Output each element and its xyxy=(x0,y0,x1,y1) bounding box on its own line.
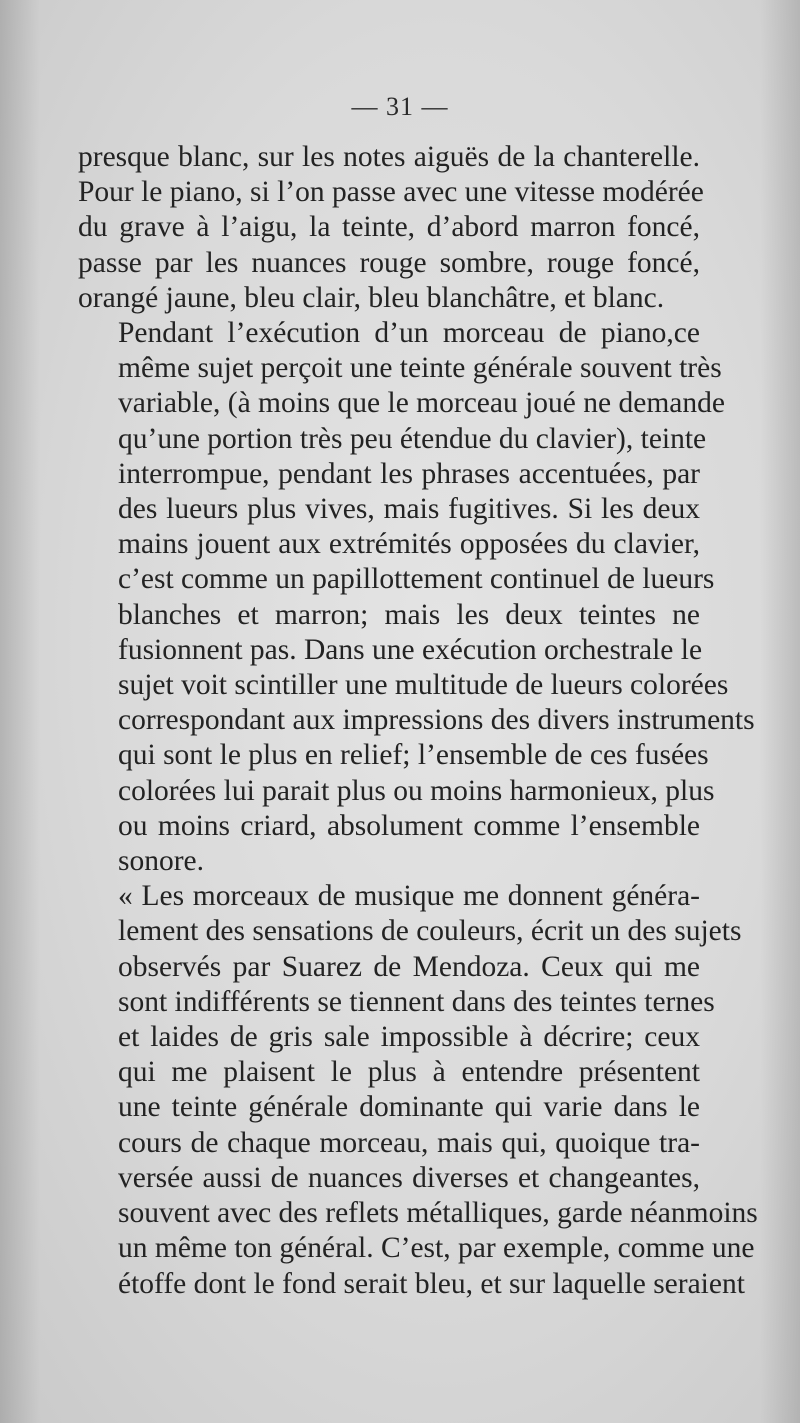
text-line: fusionnent pas. Dans une exécution orchestrale le xyxy=(118,633,703,666)
text-line: un même ton général. C’est, par exemple, comme une xyxy=(118,1232,755,1265)
text-line: Pendant l’exécution d’un morceau de piano,ce xyxy=(118,317,700,350)
paragraph-1 xyxy=(78,140,704,316)
text-line: qui me plaisent le plus à entendre présentent xyxy=(118,1056,700,1089)
text-line: qu’une portion très peu étendue du clavier), teinte xyxy=(118,422,707,455)
paragraph-3 xyxy=(78,879,758,1301)
text-line: correspondant aux impressions des divers instruments xyxy=(118,704,755,737)
text-line: des lueurs plus vives, mais fugitives. Si les deux xyxy=(118,493,700,526)
text-line: du grave à l’aigu, la teinte, d’abord marron foncé, xyxy=(78,211,700,244)
text-line: « Les morceaux de musique me donnent généra- xyxy=(118,880,700,913)
paragraph-2 xyxy=(78,316,755,879)
page-number: — 31 — xyxy=(351,92,449,121)
text-line: qui sont le plus en relief; l’ensemble de ces fusées xyxy=(118,739,709,772)
text-line: et laides de gris sale impossible à décrire; ceux xyxy=(118,1021,700,1054)
text-line: versée aussi de nuances diverses et changeantes, xyxy=(118,1161,700,1194)
text-line: interrompue, pendant les phrases accentuées, par xyxy=(118,457,700,490)
text-line: Pour le piano, si l’on passe avec une vitesse modérée xyxy=(78,176,704,209)
text-line: souvent avec des reflets métalliques, garde néanmoins xyxy=(118,1197,758,1230)
text-line: blanches et marron; mais les deux teintes ne xyxy=(118,598,700,631)
text-line: presque blanc, sur les notes aiguës de la chanterelle. xyxy=(78,141,700,173)
text-line: sont indifférents se tiennent dans des teintes ternes xyxy=(118,985,715,1018)
text-line: ou moins criard, absolument comme l’ensemble xyxy=(118,809,700,842)
body-text xyxy=(78,140,758,1302)
text-line: étoffe dont le fond serait bleu, et sur laquelle seraient xyxy=(118,1267,745,1300)
text-line: orangé jaune, bleu clair, bleu blanchâtre, et blanc. xyxy=(78,281,665,314)
text-line: observés par Suarez de Mendoza. Ceux qui me xyxy=(118,950,700,983)
text-line: sujet voit scintiller une multitude de lueurs colorées xyxy=(118,669,729,702)
text-line: c’est comme un papillottement continuel de lueurs xyxy=(118,563,715,596)
text-line: cours de chaque morceau, mais qui, quoique tra- xyxy=(118,1126,700,1159)
text-line: passe par les nuances rouge sombre, rouge foncé, xyxy=(78,246,700,279)
text-line: une teinte générale dominante qui varie dans le xyxy=(118,1091,700,1124)
text-line: lement des sensations de couleurs, écrit un des sujets xyxy=(118,915,742,948)
text-line: sonore. xyxy=(118,845,205,878)
text-line: variable, (à moins que le morceau joué ne demande xyxy=(118,387,725,420)
text-line: mains jouent aux extrémités opposées du clavier, xyxy=(118,528,700,561)
text-line: même sujet perçoit une teinte générale souvent très xyxy=(118,352,722,385)
text-line: colorées lui parait plus ou moins harmonieux, plus xyxy=(118,774,715,807)
